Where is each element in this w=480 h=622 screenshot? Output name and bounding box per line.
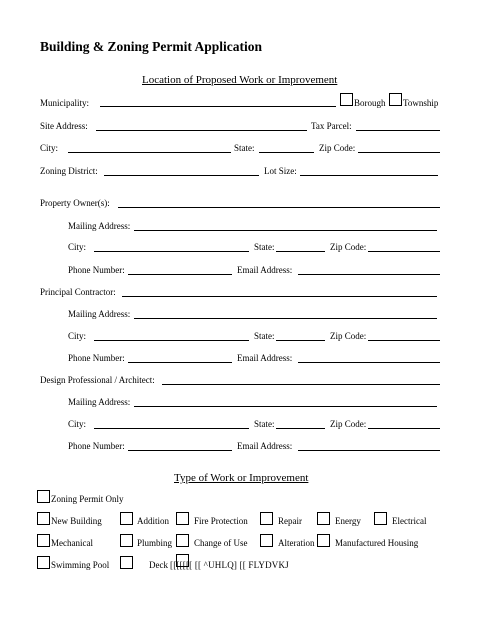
- architect-city-field[interactable]: [94, 428, 249, 429]
- repair-label: Repair: [278, 516, 302, 526]
- zip-label: Zip Code:: [319, 143, 356, 153]
- borough-checkbox[interactable]: [340, 93, 353, 106]
- owner-phone-label: Phone Number:: [68, 265, 125, 275]
- architect-email-field[interactable]: [298, 450, 440, 451]
- energy-checkbox[interactable]: [317, 512, 330, 525]
- zoning-district-field[interactable]: [104, 175, 259, 176]
- change-of-use-label: Change of Use: [194, 538, 248, 548]
- architect-state-label: State:: [254, 419, 275, 429]
- energy-label: Energy: [335, 516, 361, 526]
- contractor-city-field[interactable]: [94, 340, 249, 341]
- lot-size-field[interactable]: [300, 175, 438, 176]
- city-label: City:: [40, 143, 59, 153]
- owner-state-label: State:: [254, 242, 275, 252]
- swimming-pool-label: Swimming Pool: [51, 560, 110, 570]
- tax-parcel-label: Tax Parcel:: [311, 121, 352, 131]
- city-field[interactable]: [68, 152, 231, 153]
- municipality-field[interactable]: [100, 106, 336, 107]
- manufactured-housing-label: Manufactured Housing: [335, 538, 419, 548]
- municipality-label: Municipality:: [40, 98, 89, 108]
- contractor-state-label: State:: [254, 331, 275, 341]
- architect-city-label: City:: [68, 419, 87, 429]
- principal-contractor-field[interactable]: [122, 296, 437, 297]
- contractor-mailing-address-field[interactable]: [134, 318, 437, 319]
- deck-label: Deck: [149, 560, 168, 570]
- mechanical-checkbox[interactable]: [37, 534, 50, 547]
- borough-label: Borough: [354, 98, 386, 108]
- plumbing-checkbox[interactable]: [120, 534, 133, 547]
- site-address-label: Site Address:: [40, 121, 88, 131]
- owner-email-label: Email Address:: [237, 265, 293, 275]
- principal-contractor-label: Principal Contractor:: [40, 287, 116, 297]
- property-owners-field[interactable]: [118, 207, 440, 208]
- contractor-zip-field[interactable]: [368, 340, 440, 341]
- deck-checkbox[interactable]: [120, 556, 133, 569]
- contractor-email-field[interactable]: [298, 362, 440, 363]
- plumbing-label: Plumbing: [137, 538, 173, 548]
- new-building-label: New Building: [51, 516, 102, 526]
- alteration-label: Alteration: [278, 538, 315, 548]
- state-field[interactable]: [259, 152, 314, 153]
- section-heading-location: Location of Proposed Work or Improvement: [142, 74, 338, 86]
- section-heading-type-of-work: Type of Work or Improvement: [174, 472, 309, 484]
- addition-checkbox[interactable]: [120, 512, 133, 525]
- site-address-field[interactable]: [96, 130, 307, 131]
- lot-size-label: Lot Size:: [264, 166, 297, 176]
- contractor-phone-label: Phone Number:: [68, 353, 125, 363]
- form-title: Building & Zoning Permit Application: [40, 39, 263, 54]
- architect-email-label: Email Address:: [237, 441, 293, 451]
- township-label: Township: [403, 98, 439, 108]
- design-professional-field[interactable]: [162, 384, 440, 385]
- electrical-checkbox[interactable]: [374, 512, 387, 525]
- owner-mailing-address-label: Mailing Address:: [68, 221, 131, 231]
- tax-parcel-field[interactable]: [356, 130, 440, 131]
- addition-label: Addition: [137, 516, 170, 526]
- swimming-pool-checkbox[interactable]: [37, 556, 50, 569]
- electrical-label: Electrical: [392, 516, 427, 526]
- architect-zip-label: Zip Code:: [330, 419, 367, 429]
- garbled-tail-text: [[[[[[[ [[ ^UHLQ] [[ FLYDVKJ: [170, 560, 289, 570]
- architect-phone-field[interactable]: [128, 450, 232, 451]
- contractor-mailing-address-label: Mailing Address:: [68, 309, 131, 319]
- zoning-permit-only-checkbox[interactable]: [37, 490, 50, 503]
- zoning-district-label: Zoning District:: [40, 166, 98, 176]
- manufactured-housing-checkbox[interactable]: [317, 534, 330, 547]
- contractor-city-label: City:: [68, 331, 87, 341]
- fire-protection-checkbox[interactable]: [176, 512, 189, 525]
- state-label: State:: [234, 143, 255, 153]
- zoning-permit-only-label: Zoning Permit Only: [51, 494, 124, 504]
- architect-mailing-address-label: Mailing Address:: [68, 397, 131, 407]
- contractor-zip-label: Zip Code:: [330, 331, 367, 341]
- contractor-phone-field[interactable]: [128, 362, 232, 363]
- mechanical-label: Mechanical: [51, 538, 93, 548]
- repair-checkbox[interactable]: [260, 512, 273, 525]
- fire-protection-label: Fire Protection: [194, 516, 248, 526]
- owner-zip-label: Zip Code:: [330, 242, 367, 252]
- owner-city-field[interactable]: [94, 251, 249, 252]
- contractor-state-field[interactable]: [276, 340, 325, 341]
- zip-field[interactable]: [358, 152, 440, 153]
- owner-state-field[interactable]: [276, 251, 325, 252]
- township-checkbox[interactable]: [389, 93, 402, 106]
- change-of-use-checkbox[interactable]: [176, 534, 189, 547]
- owner-zip-field[interactable]: [368, 251, 440, 252]
- owner-phone-field[interactable]: [128, 274, 232, 275]
- contractor-email-label: Email Address:: [237, 353, 293, 363]
- alteration-checkbox[interactable]: [260, 534, 273, 547]
- property-owners-label: Property Owner(s):: [40, 198, 110, 208]
- architect-mailing-address-field[interactable]: [134, 406, 437, 407]
- architect-state-field[interactable]: [276, 428, 325, 429]
- new-building-checkbox[interactable]: [37, 512, 50, 525]
- architect-phone-label: Phone Number:: [68, 441, 125, 451]
- architect-zip-field[interactable]: [368, 428, 440, 429]
- owner-city-label: City:: [68, 242, 87, 252]
- owner-email-field[interactable]: [298, 274, 440, 275]
- design-professional-label: Design Professional / Architect:: [40, 375, 155, 385]
- owner-mailing-address-field[interactable]: [134, 230, 437, 231]
